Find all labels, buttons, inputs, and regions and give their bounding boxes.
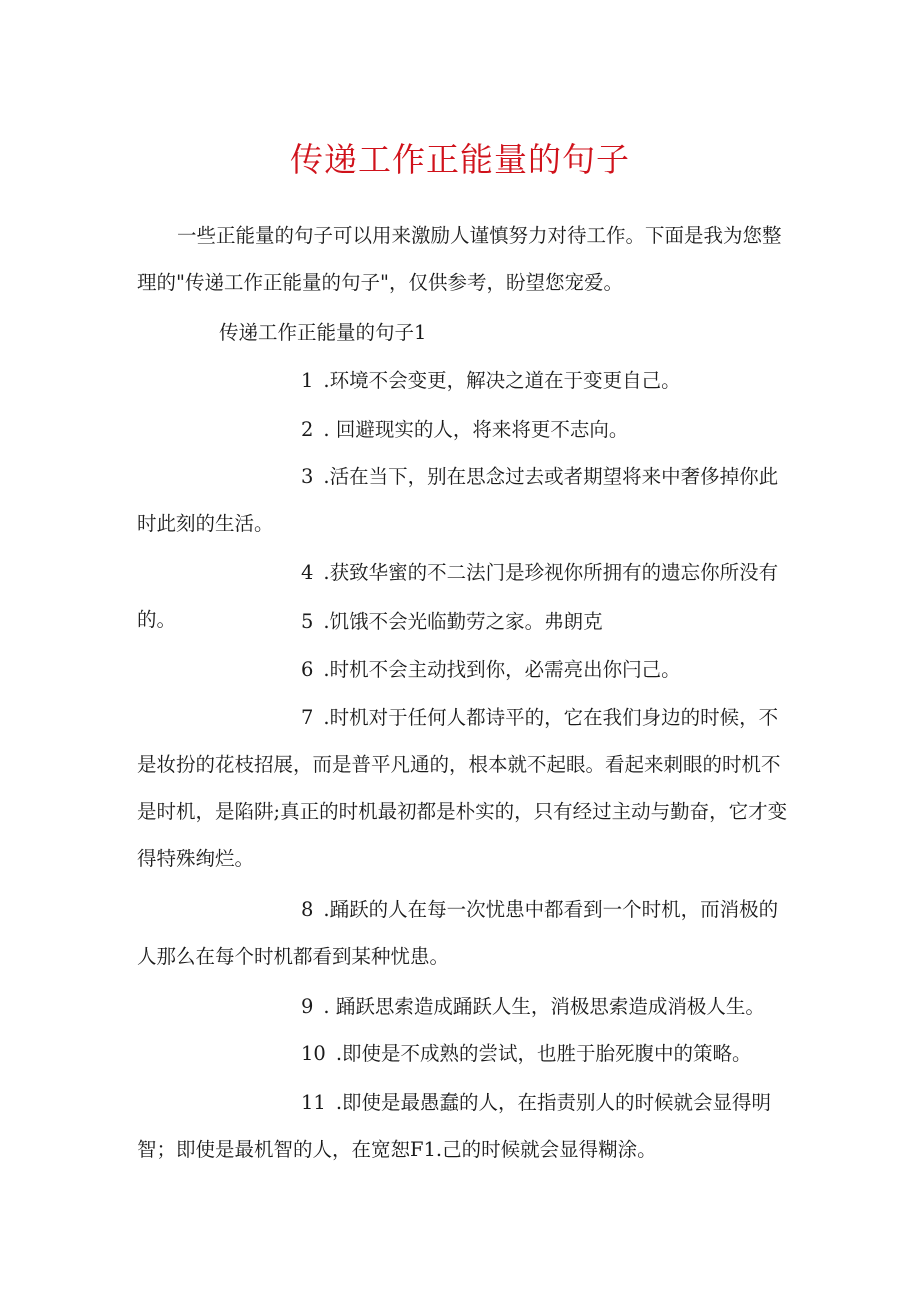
list-item [137, 453, 797, 547]
list-item [137, 694, 797, 882]
item-text: .时机对于任何人都诗平的，它在我们身边的时候，不是妆扮的花枝招展，而是普平凡通的，根本就不起眼。看起来刺眼的时机不是时机，是陷阱;真正的时机最初都是朴实的，只有经过主动与勤奋，它才变得特殊绚烂。 [137, 706, 788, 870]
item-number: 10 [301, 1042, 326, 1065]
item-number: 11 [301, 1091, 326, 1114]
list-item [137, 357, 797, 404]
list-item [137, 406, 797, 453]
item-number: 6 [301, 658, 314, 681]
item-text: .获致华蜜的不二法门是珍视你所拥有的遗忘你所没有的。 [137, 561, 779, 631]
intro-paragraph: 一些正能量的句子可以用来激励人谨慎努力对待工作。下面是我为您整理的"传递工作正能量的句子"，仅供参考，盼望您宠爱。 [137, 224, 782, 294]
item-text: .饥饿不会光临勤劳之家。弗朗克 [323, 610, 603, 633]
item-text: . 回避现实的人，将来将更不志向。 [323, 418, 629, 441]
list-item [137, 1079, 797, 1173]
list-item [137, 983, 797, 1030]
list-item [137, 1030, 797, 1077]
item-number: 2 [301, 418, 314, 441]
document-title: 传递工作正能量的句子 [290, 140, 630, 179]
item-number: 8 [301, 898, 314, 921]
item-number: 7 [301, 706, 314, 729]
item-text: .即使是不成熟的尝试，也胜于胎死腹中的策略。 [335, 1042, 752, 1065]
item-text: .踊跃的人在每一次忧患中都看到一个时机，而消极的人那么在每个时机都看到某种忧患。 [137, 898, 779, 968]
item-number: 3 [301, 465, 314, 488]
item-text: .环境不会变更，解决之道在于变更自己。 [323, 369, 681, 392]
item-text: .时机不会主动找到你，必需亮出你闩己。 [323, 658, 681, 681]
item-number: 9 [301, 995, 314, 1018]
section-heading: 传递工作正能量的句子1 [219, 321, 427, 344]
item-text: .即使是最愚蠢的人，在指责别人的时候就会显得明智；即使是最机智的人，在宽恕F1.己的时候就会显得糊涂。 [137, 1091, 772, 1161]
item-text: . 踊跃思索造成踊跃人生，消极思索造成消极人生。 [323, 995, 765, 1018]
item-number: 5 [301, 610, 314, 633]
item-number: 1 [301, 369, 314, 392]
list-item [137, 646, 797, 693]
item-number: 4 [301, 561, 314, 584]
list-item [137, 598, 797, 645]
list-item [137, 886, 797, 980]
item-text: .活在当下，别在思念过去或者期望将来中奢侈掉你此时此刻的生活。 [137, 465, 779, 535]
